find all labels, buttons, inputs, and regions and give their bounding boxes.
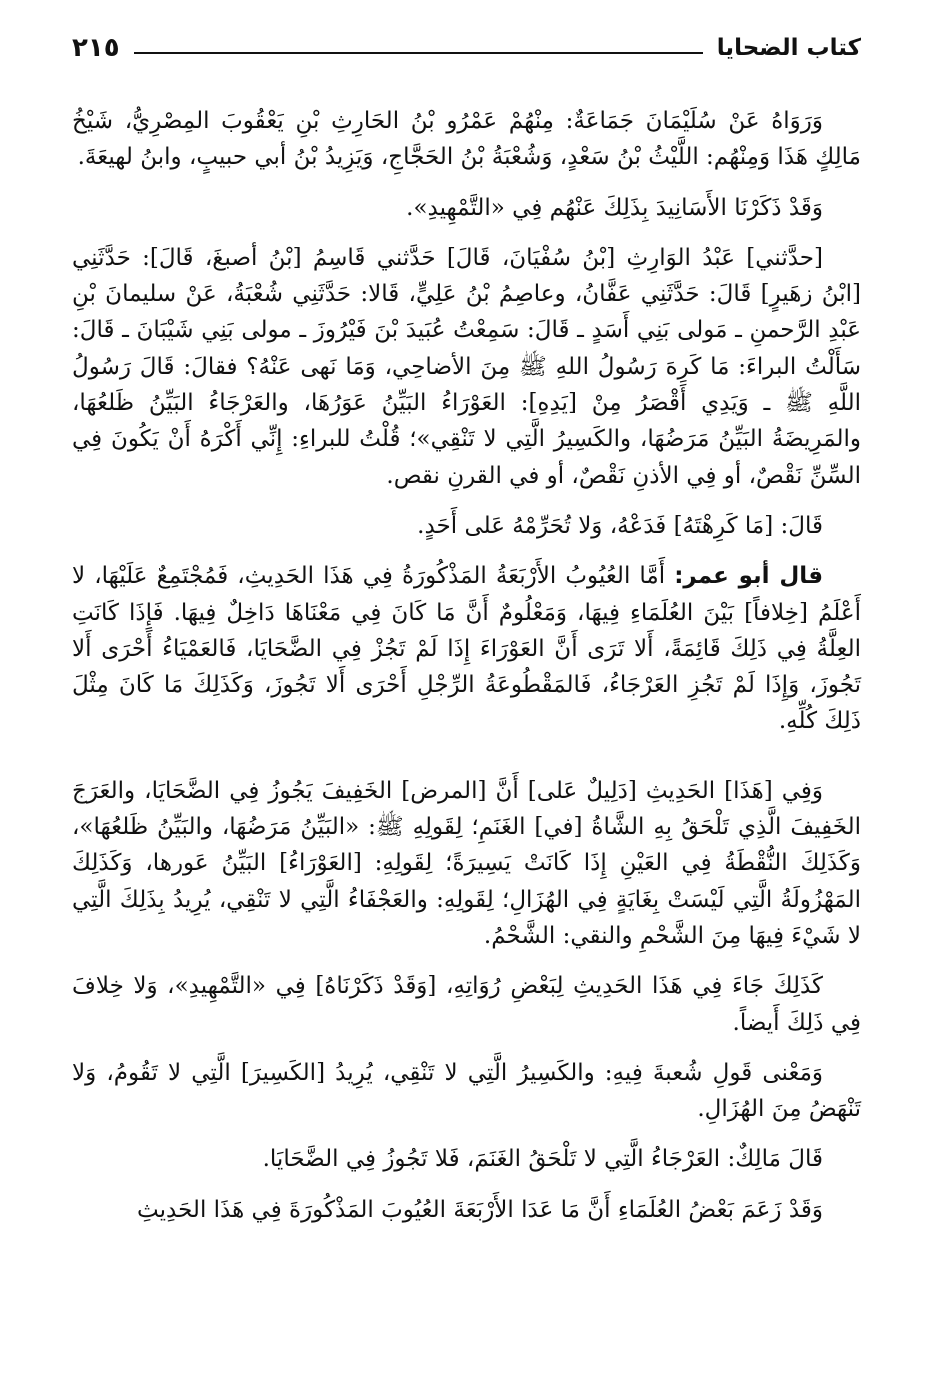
speaker-label: قال أبو عمر:: [674, 563, 823, 590]
running-header: [72, 28, 861, 68]
paragraph-text: أَمَّا العُيُوبُ الأَرْبَعَةُ المَذْكُورَةُ فِي هَذَا الحَدِيثِ، فَمُجْتَمِعٌ عَلَيْهَا، لا أَعْلَمُ [خِلافاً] بَيْنَ العُلَمَاءِ فِيهَا، وَمَعْلُومٌ أَنَّ مَا كَانَ فِي مَعْنَاهَا دَاخِلٌ فِيهَا. فَإِذَا كَانَتِ العِلَّةُ فِي ذَلِكَ قَائِمَةً، أَلا تَرَى أَنَّ العَوْرَاءَ إِذَا لَمْ تَجُزْ فِي الضَّحَايَا، فَالعَمْيَاءُ أَحْرَى أَلا تَجُوزَ، وَإِذَا لَمْ تَجُزِ العَرْجَاءُ، فَالمَقْطُوعَةُ الرِّجْلِ أَحْرَى أَلا تَجُوزَ، وَكَذَلِكَ مَا كَانَ مِثْلَ ذَلِكَ كُلِّهِ.: [72, 563, 861, 735]
page-body: [72, 103, 861, 1242]
chapter-title: كتاب الضحايا: [716, 35, 861, 61]
paragraph: قَالَ مَالِكٌ: العَرْجَاءُ الَّتِي لا تَلْحَقُ الغَنَمَ، فَلا تَجُوزُ فِي الضَّحَايَا.: [262, 1146, 823, 1173]
paragraph: كَذَلِكَ جَاءَ فِي هَذَا الحَدِيثِ لِبَعْضِ رُوَاتِهِ، [وَقَدْ ذَكَرْنَاهُ] فِي «التَّمْهِيدِ»، وَلا خِلافَ فِي ذَلِكَ أَيضاً.: [72, 973, 861, 1036]
paragraph: وَقَدْ زَعَمَ بَعْضُ العُلَمَاءِ أَنَّ مَا عَدَا الأَرْبَعَةَ العُيُوبَ المَذْكُورَةَ فِي هَذَا الحَدِيثِ: [137, 1196, 823, 1223]
paragraph: وَرَوَاهُ عَنْ سُلَيْمَانَ جَمَاعَةٌ: مِنْهُمْ عَمْرُو بْنُ الحَارِثِ بْنِ يَعْقُوبَ المِصْرِيُّ، شَيْخُ مَالِكٍ هَذَا وَمِنْهُم: اللَّيْثُ بْنُ سَعْدٍ، وَشُعْبَةُ بْنُ الحَجَّاجِ، وَيَزِيدُ بْنُ أبي حبيبٍ، وابنُ لهيعَةَ.: [72, 108, 861, 171]
paragraph: قَالَ: [مَا كَرِهْتَهُ] فَدَعْهُ، وَلا تُحَرِّمْهُ عَلى أَحَدٍ.: [417, 512, 823, 539]
paragraph: وَمَعْنى قَولِ شُعبةَ فِيهِ: والكَسِيرُ الَّتِي لا تَنْقِي، يُرِيدُ [الكَسِيرَ] الَّتِي لا تَقُومُ، وَلا تَنْهَضُ مِنَ الهُزَالِ.: [72, 1059, 861, 1123]
paragraph: [حدَّثني] عَبْدُ الوَارِثِ [بْنُ سُفْيَانَ، قَالَ] حَدَّثني قَاسِمُ [بْنُ أصبغَ، قَالَ]: حَدَّثَنِي [ابْنُ زهَيرٍ] قَالَ: حَدَّثَنِي عَفَّانُ، وعاصِمُ بْنُ عَلِيٍّ، قَالا: حَدَّثَنِي شُعْبَةُ، عَنْ سليمانَ بْنِ عَبْدِ الرَّحمنِ ـ مَولى بَنِي أَسَدٍ ـ قَالَ: سَمِعْتُ عُبَيدَ بْنَ فَيْرُوزَ ـ مولى بَنِي شَيْبَانَ ـ قَالَ: سَأَلْتُ البراءَ: مَا كَرِهَ رَسُولُ اللهِ ﷺ مِنَ الأضاحِي، وَمَا نَهى عَنْهُ؟ فقالَ: قَالَ رَسُولُ اللَّهِ ﷺ ـ وَيَدِي أَقْصَرُ مِنْ [يَدِهِ]: العَوْرَاءُ البَيِّنُ عَوَرُهَا، والعَرْجَاءُ البَيِّنُ ظَلعُهَا، والمَرِيضَةُ البَيِّنُ مَرَضُهَا، والكَسِيرُ الَّتِي لا تَنْقِي»؛ قُلْتُ للبراءِ: إِنِّي أَكْرَهُ أَنْ يَكُونَ فِي السِّنِّ نَقْصٌ، أو فِي الأذنِ نَقْصٌ، أو في القرنِ نقص.: [72, 244, 861, 489]
paragraph: وَفِي [هَذَا] الحَدِيثِ [دَلِيلٌ عَلى] أَنَّ [المرض] الخَفِيفَ يَجُوزُ فِي الضَّحَايَا، والعَرَجَ الخَفِيفَ الَّذِي تَلْحَقُ بِهِ الشَّاةُ [في] الغَنَمِ؛ لِقَولِهِ ﷺ: «البَيِّنُ مَرَضُهَا، والبَيِّنُ ظَلعُهَا»، وَكَذَلِكَ النُّقْطَةُ فِي العَيْنِ إِذَا كَانَتْ يَسِيرَةً؛ لِقَولِهِ: [العَوْرَاءُ] البَيِّنُ عَورها، وَكَذَلِكَ المَهْزُولَةُ الَّتِي لَيْسَتْ بِغَايَةٍ فِي الهُزَالِ؛ لِقَولِهِ: والعَجْفَاءُ الَّتِي لا تَنْقِي، يُرِيدُ بِذَلِكَ الَّتِي لا شَيْءَ فِيهَا مِنَ الشَّحْمِ والنقي: الشَّحْمُ.: [72, 777, 861, 949]
paragraph: وَقَدْ ذَكَرْنَا الأَسَانِيدَ بِذَلِكَ عَنْهُم فِي «التَّمْهِيدِ».: [406, 194, 823, 221]
page-number: ٢١٥: [72, 33, 120, 63]
paragraph: [72, 558, 861, 739]
header-rule: [134, 52, 703, 54]
paragraph-gap: [72, 754, 861, 755]
